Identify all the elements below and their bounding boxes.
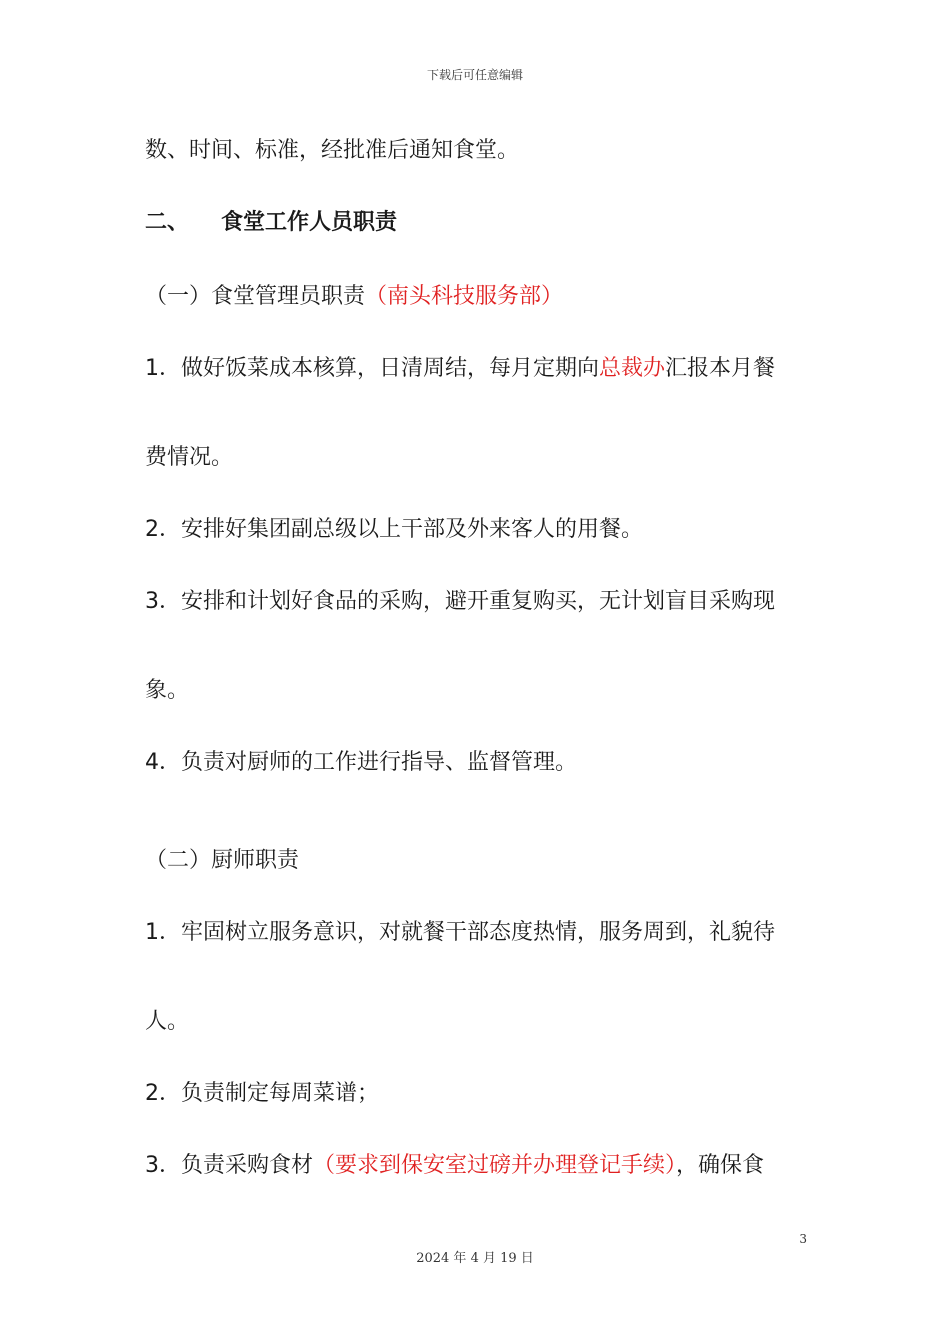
subsection-heading-1 [145,282,563,312]
section-number: 二、 [145,210,190,235]
page-number: 3 [799,1232,807,1246]
section-title: 食堂工作人员职责 [221,210,398,235]
text-line-11: 1．牢固树立服务意识，对就餐干部态度热情，服务周到，礼貌待 [145,920,775,945]
subsection-heading-2: （二）厨师职责 [145,848,300,873]
page-header: 下载后可任意编辑 [426,68,523,82]
subsection-note: （南头科技服务部） [365,284,564,309]
subsection-title: （一）食堂管理员职责 [145,284,366,309]
text-line-4 [145,354,775,384]
text-line-14 [145,1151,764,1181]
text-line-13: 2．负责制定每周菜谱； [145,1081,379,1106]
text-line-7: 3．安排和计划好食品的采购，避开重复购买，无计划盲目采购现 [145,589,775,614]
text-segment: ，确保食 [676,1153,765,1178]
section-heading [145,208,397,238]
page-footer-date: 2024 年 4 月 19 日 [416,1251,534,1266]
text-segment: 汇报本月餐 [665,356,776,381]
text-line-5: 费情况。 [145,445,234,470]
text-segment: 1．做好饭菜成本核算，日清周结，每月定期向 [145,356,599,381]
text-line-12: 人。 [145,1009,190,1034]
text-line-9: 4．负责对厨师的工作进行指导、监督管理。 [145,750,577,775]
highlight-segment: 总裁办 [599,356,666,381]
highlight-segment: （要求到保安室过磅并办理登记手续） [313,1153,677,1178]
text-line-8: 象。 [145,678,190,703]
text-segment: 3．负责采购食材 [145,1153,313,1178]
text-line-1: 数、时间、标准，经批准后通知食堂。 [145,138,520,163]
text-line-6: 2．安排好集团副总级以上干部及外来客人的用餐。 [145,517,643,542]
